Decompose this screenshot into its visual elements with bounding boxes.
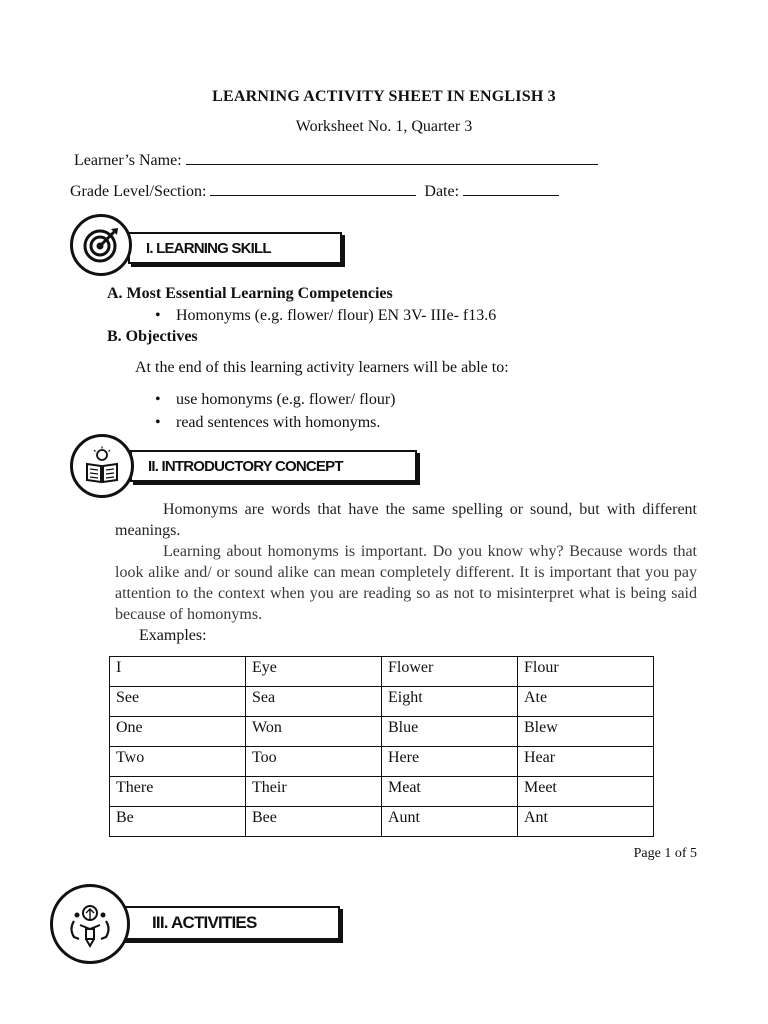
table-cell: Here xyxy=(382,747,518,777)
table-cell: Meet xyxy=(518,777,654,807)
table-cell: Aunt xyxy=(382,807,518,837)
section-learning-skill xyxy=(70,214,350,274)
table-cell: Too xyxy=(246,747,382,777)
table-cell: Bee xyxy=(246,807,382,837)
section-title: II. INTRODUCTORY CONCEPT xyxy=(148,457,343,475)
section-title: I. LEARNING SKILL xyxy=(146,239,271,257)
grade-level-label: Grade Level/Section: xyxy=(70,183,207,200)
book-lightbulb-icon xyxy=(70,434,134,498)
intro-paragraph-1: Homonyms are words that have the same spelling or sound, but with different meanings. xyxy=(115,501,697,539)
table-cell: Blew xyxy=(518,717,654,747)
table-cell: Won xyxy=(246,717,382,747)
intro-paragraph-2: Learning about homonyms is important. Do you know why? Because words that look alike and/ or sound alike can mean completely different. It is important that you pay attention to the context when you are reading so as not to misinterpret what is being said because of homonyms. xyxy=(115,543,697,623)
competency-item: • Homonyms (e.g. flower/ flour) EN 3V- IIIe- f13.6 xyxy=(176,307,496,325)
section-activities xyxy=(50,884,346,964)
section-title-box xyxy=(128,232,342,264)
learner-name-blank[interactable] xyxy=(186,150,598,165)
grade-date-row xyxy=(70,181,559,201)
table-cell: Meat xyxy=(382,777,518,807)
table-cell: Their xyxy=(246,777,382,807)
objective-item: • read sentences with homonyms. xyxy=(176,414,380,432)
examples-table xyxy=(109,656,654,837)
table-cell: One xyxy=(110,717,246,747)
table-cell: Eye xyxy=(246,657,382,687)
learner-name-label: Learner’s Name: xyxy=(74,152,182,169)
grade-level-blank[interactable] xyxy=(210,181,416,196)
objectives-heading: B. Objectives xyxy=(107,328,198,345)
table-cell: There xyxy=(110,777,246,807)
worksheet-title: LEARNING ACTIVITY SHEET IN ENGLISH 3 xyxy=(212,88,556,105)
table-cell: Ant xyxy=(518,807,654,837)
objectives-intro: At the end of this learning activity learners will be able to: xyxy=(135,359,509,376)
table-row xyxy=(110,687,654,717)
table-cell: Sea xyxy=(246,687,382,717)
competencies-heading: A. Most Essential Learning Competencies xyxy=(107,285,393,302)
section-introductory-concept xyxy=(70,434,422,498)
date-blank[interactable] xyxy=(463,181,559,196)
target-icon xyxy=(70,214,132,276)
table-cell: Hear xyxy=(518,747,654,777)
section-title-box xyxy=(116,906,340,940)
table-row xyxy=(110,717,654,747)
table-cell: Two xyxy=(110,747,246,777)
section-title: III. ACTIVITIES xyxy=(152,913,257,932)
table-cell: Flower xyxy=(382,657,518,687)
table-cell: Be xyxy=(110,807,246,837)
table-cell: I xyxy=(110,657,246,687)
table-row xyxy=(110,747,654,777)
examples-label: Examples: xyxy=(139,627,207,644)
table-cell: See xyxy=(110,687,246,717)
section-title-box xyxy=(130,450,417,482)
worksheet-subtitle: Worksheet No. 1, Quarter 3 xyxy=(295,118,473,135)
table-row xyxy=(110,777,654,807)
date-label: Date: xyxy=(424,183,460,200)
table-row xyxy=(110,657,654,687)
table-cell: Eight xyxy=(382,687,518,717)
table-cell: Blue xyxy=(382,717,518,747)
page-number: Page 1 of 5 xyxy=(633,846,697,861)
objective-item: • use homonyms (e.g. flower/ flour) xyxy=(176,391,396,409)
table-row xyxy=(110,807,654,837)
table-cell: Flour xyxy=(518,657,654,687)
brain-activity-icon xyxy=(50,884,130,964)
table-cell: Ate xyxy=(518,687,654,717)
learner-name-row xyxy=(74,150,598,170)
